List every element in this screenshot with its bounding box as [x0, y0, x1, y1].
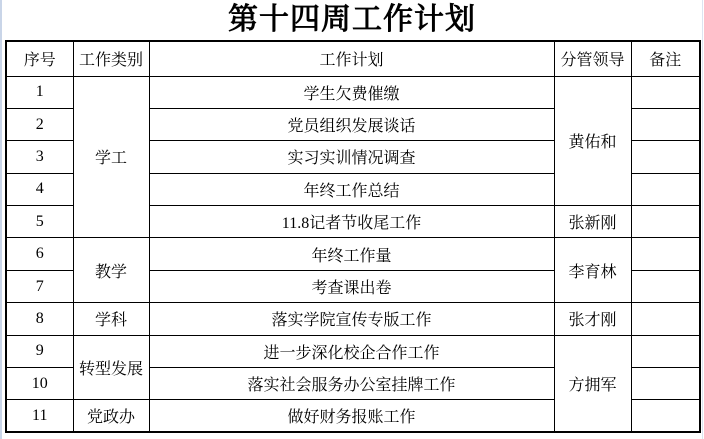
cell-plan: 实习实训情况调查: [149, 141, 554, 173]
cell-no: 1: [6, 76, 73, 108]
cell-plan: 年终工作总结: [149, 173, 554, 205]
cell-plan: 年终工作量: [149, 238, 554, 270]
header-plan: 工作计划: [149, 41, 554, 76]
cell-plan: 考查课出卷: [149, 270, 554, 302]
cell-no: 6: [6, 238, 73, 270]
cell-remark: [631, 335, 700, 367]
cell-remark: [631, 173, 700, 205]
cell-category: 转型发展: [73, 335, 149, 400]
cell-no: 8: [6, 303, 73, 335]
cell-category: 学工: [73, 76, 149, 238]
cell-no: 4: [6, 173, 73, 205]
table-row: [6, 76, 700, 108]
cell-no: 2: [6, 108, 73, 140]
sheet-gridline-right: [702, 0, 703, 439]
cell-remark: [631, 76, 700, 108]
header-row: [6, 41, 700, 76]
cell-plan: 做好财务报账工作: [149, 400, 554, 432]
table-row: [6, 238, 700, 270]
sheet-gridline-left: [0, 0, 2, 439]
work-plan-table: [5, 40, 701, 433]
cell-leader: 张才刚: [554, 303, 631, 335]
cell-remark: [631, 108, 700, 140]
cell-remark: [631, 141, 700, 173]
cell-remark: [631, 368, 700, 400]
cell-plan: 落实社会服务办公室挂牌工作: [149, 368, 554, 400]
cell-leader: 李育林: [554, 238, 631, 303]
cell-plan: 11.8记者节收尾工作: [149, 206, 554, 238]
header-no: 序号: [6, 41, 73, 76]
cell-remark: [631, 270, 700, 302]
cell-category: 教学: [73, 238, 149, 303]
cell-leader: 方拥军: [554, 335, 631, 432]
header-remark: 备注: [631, 41, 700, 76]
cell-no: 5: [6, 206, 73, 238]
cell-no: 10: [6, 368, 73, 400]
cell-remark: [631, 238, 700, 270]
cell-plan: 学生欠费催缴: [149, 76, 554, 108]
cell-plan: 落实学院宣传专版工作: [149, 303, 554, 335]
cell-no: 9: [6, 335, 73, 367]
cell-leader: 黄佑和: [554, 76, 631, 206]
cell-no: 7: [6, 270, 73, 302]
cell-remark: [631, 303, 700, 335]
header-category: 工作类别: [73, 41, 149, 76]
cell-category: 学科: [73, 303, 149, 335]
cell-plan: 党员组织发展谈话: [149, 108, 554, 140]
table-row: [6, 335, 700, 367]
cell-leader: 张新刚: [554, 206, 631, 238]
cell-plan: 进一步深化校企合作工作: [149, 335, 554, 367]
cell-no: 3: [6, 141, 73, 173]
cell-remark: [631, 206, 700, 238]
cell-category: 党政办: [73, 400, 149, 432]
table-row: [6, 303, 700, 335]
cell-no: 11: [6, 400, 73, 432]
header-leader: 分管领导: [554, 41, 631, 76]
page-title: 第十四周工作计划: [228, 3, 476, 36]
cell-remark: [631, 400, 700, 432]
